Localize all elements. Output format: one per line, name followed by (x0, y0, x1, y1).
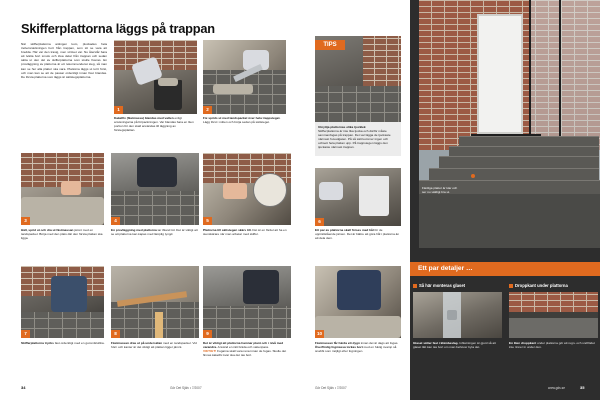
article-intro: När skifferplattorna antingen kom, plockades hela trebersnäckningen bort från trappan, som stt se vara att bredda. Här var den trasig, men strövet var. Nu återstår bara att tvätta bort smuts och lösa delar från trappan och sedan sätta ut den del av skifferplattorna som skulle fixeras. En provläggning av plattorna är ett rekommenderat steg, så man kan se hur alla plattor ska vara. Plattorna läggs ut torrt först, och man kan se att de passar ordentligt innan fixet blandas. De första plattorna som läggs är sättstegsplattorna. (21, 42, 107, 79)
glass-clamp-photo (413, 292, 502, 338)
step-caption-bold: Plattorna till sättstegen skärs till. (203, 228, 252, 232)
detail-left-caption-bold: Glaset sätter fast i klämbeslag. (413, 341, 459, 345)
staircase-note: Färdiga plattor är klar och ser nu väldigt bra ut. (422, 186, 458, 194)
step-caption-bold: Fix sprids ut med tandspackel över hela trappsteget. (203, 116, 281, 120)
detail-right-caption-text: under plattorna gör att regn- och snöflödet inte rinner in under den. (509, 341, 595, 349)
detail-right-caption (509, 341, 598, 349)
left-page-number: 34 (21, 385, 26, 390)
step-caption-text: med en fuktig svamp så snabbt som möjligt efter fogningen. (315, 345, 397, 353)
step-number: 9 (203, 330, 212, 338)
step-caption-9 (203, 341, 291, 357)
square-bullet-icon (509, 284, 513, 288)
square-bullet-icon (413, 284, 417, 288)
drip-edge-photo (509, 292, 598, 338)
step-caption-bold: Fästmassan får härda ett dygn (315, 341, 360, 345)
step-number: 2 (203, 106, 212, 114)
step-caption-text: enligt anvisningarna på förpackningen. Var blandas bara en liten portion för den skall användas till läggning av förstegsplattan. (114, 116, 194, 132)
step-caption-text: jämnt med en tandspackel. Börja med den plats där den första plattan ska ligga. (21, 228, 103, 240)
step-photo-9 (203, 266, 291, 338)
step-photo-1 (114, 40, 197, 114)
step-caption-bold: Det är viktigt att plattorna hamnar plant och i nivå med varandra. (203, 341, 284, 349)
right-page-number: 35 (580, 385, 585, 390)
step-caption-text: tar ibland tid. Det är viktigt att se att plattorna kan kapas med lämplig tyngd. (111, 228, 198, 236)
step-photo-10 (315, 266, 401, 338)
step-caption-text: med en tandspackel. Vid hörn och kanter är det viktigt att plattan ligger jämnt. (111, 341, 197, 349)
step-number: 8 (111, 330, 120, 338)
step-photo-2 (203, 40, 286, 114)
step-number: 3 (21, 217, 30, 225)
step-photo-5 (203, 153, 291, 225)
detail-left-label-text: Så här monteras glaset (419, 283, 466, 288)
step-caption-10 (315, 341, 401, 353)
step-caption-3 (21, 228, 106, 240)
detail-right-label-text: Droppkant under plattorna (515, 283, 568, 288)
step-caption-4 (111, 228, 199, 236)
step-caption-bold: Kakelfix (fästmassa) blandas med vatten (114, 116, 174, 120)
tips-caption-text: Skifferplattorna är inte lika tjocka och därför måste sammanfogas på trappan. Det var lägga de tjockaste närmast huvudgaten. På så sätt kommer ingen och ochsett hela plattan upp. På trappstegen läggs den tjockaste närmast trappan. (318, 129, 391, 149)
step-number: 4 (111, 217, 120, 225)
step-caption-text: Lägg först i mitten och börja sedan på sättsteget. (203, 120, 270, 124)
step-photo-8 (111, 266, 199, 338)
step-photo-3 (21, 153, 104, 225)
step-caption-5 (203, 228, 291, 236)
warning-text: Fogarna skall vara rena innan de fogas. Skulle det finnas kakelfix kvar ska det tas bort. (203, 349, 287, 357)
tips-caption-bold: Utnyttja plattornas olika tjocklek (318, 125, 366, 129)
step-number: 5 (203, 217, 212, 225)
step-caption-bold: En provläggning med plattorna (111, 228, 157, 232)
left-footer-magazine: Gör Det Själv • 7/2007 (170, 386, 202, 390)
step-caption-bold: Häll, sprid ut och dra ut fästmassan (21, 228, 74, 232)
right-footer-magazine: Gör Det Själv • 7/2007 (315, 386, 347, 390)
step-photo-7 (21, 266, 104, 338)
step-caption-bold: Skifferplattorna trycks (21, 341, 54, 345)
step-caption-1 (114, 116, 197, 132)
step-caption-text: innan det är dags att fogas. (360, 341, 399, 345)
tips-label: TIPS (315, 40, 345, 50)
step-number: 7 (21, 330, 30, 338)
step-caption-text: Det är en fördel att ha en stenskärare när man arbetar med skiffer. (203, 228, 287, 236)
step-number: 6 (315, 218, 324, 226)
detail-left-caption-text: Infästningen är gjord så att glaset lätt kan tas bort om man behöver byta det. (413, 341, 496, 349)
finished-staircase-photo (419, 0, 600, 248)
tips-caption (318, 125, 398, 149)
step-caption-bold: Överflödig fogmassa torkas bort (315, 345, 363, 349)
tips-box (315, 36, 401, 156)
details-header: Ett par detaljer … (410, 262, 600, 276)
step-caption-2 (203, 116, 286, 124)
detail-right-caption-bold: En liten droppkant (509, 341, 537, 345)
step-caption-bold: Fästmassan dras ut på undersidan (111, 341, 163, 345)
warning-label: VIKTIGT! (203, 349, 217, 353)
step-photo-4 (111, 153, 199, 225)
step-caption-8 (111, 341, 199, 349)
step-caption-text: fast ordentligt med en gummiklubba. (54, 341, 105, 345)
step-number: 1 (114, 106, 123, 114)
step-caption-bold: Ett par av plattorna skall förses med hål (315, 228, 374, 232)
detail-left-label (410, 282, 504, 290)
step-caption-6 (315, 228, 401, 240)
right-footer-url[interactable]: www.gds.se (548, 386, 566, 390)
step-number: 10 (316, 331, 323, 336)
detail-left-caption (413, 341, 502, 349)
step-caption-text: för de upprättstående järnen. Det är bättre att göra hål i plattorna än att dela dem. (315, 228, 400, 240)
step-photo-6 (315, 168, 401, 226)
detail-right-label (506, 282, 600, 290)
step-caption-7 (21, 341, 106, 345)
article-title: Skifferplattorna läggs på trappan (21, 21, 215, 36)
step-caption-text: Använd en rätt bräda och vattenpass. (217, 345, 270, 349)
